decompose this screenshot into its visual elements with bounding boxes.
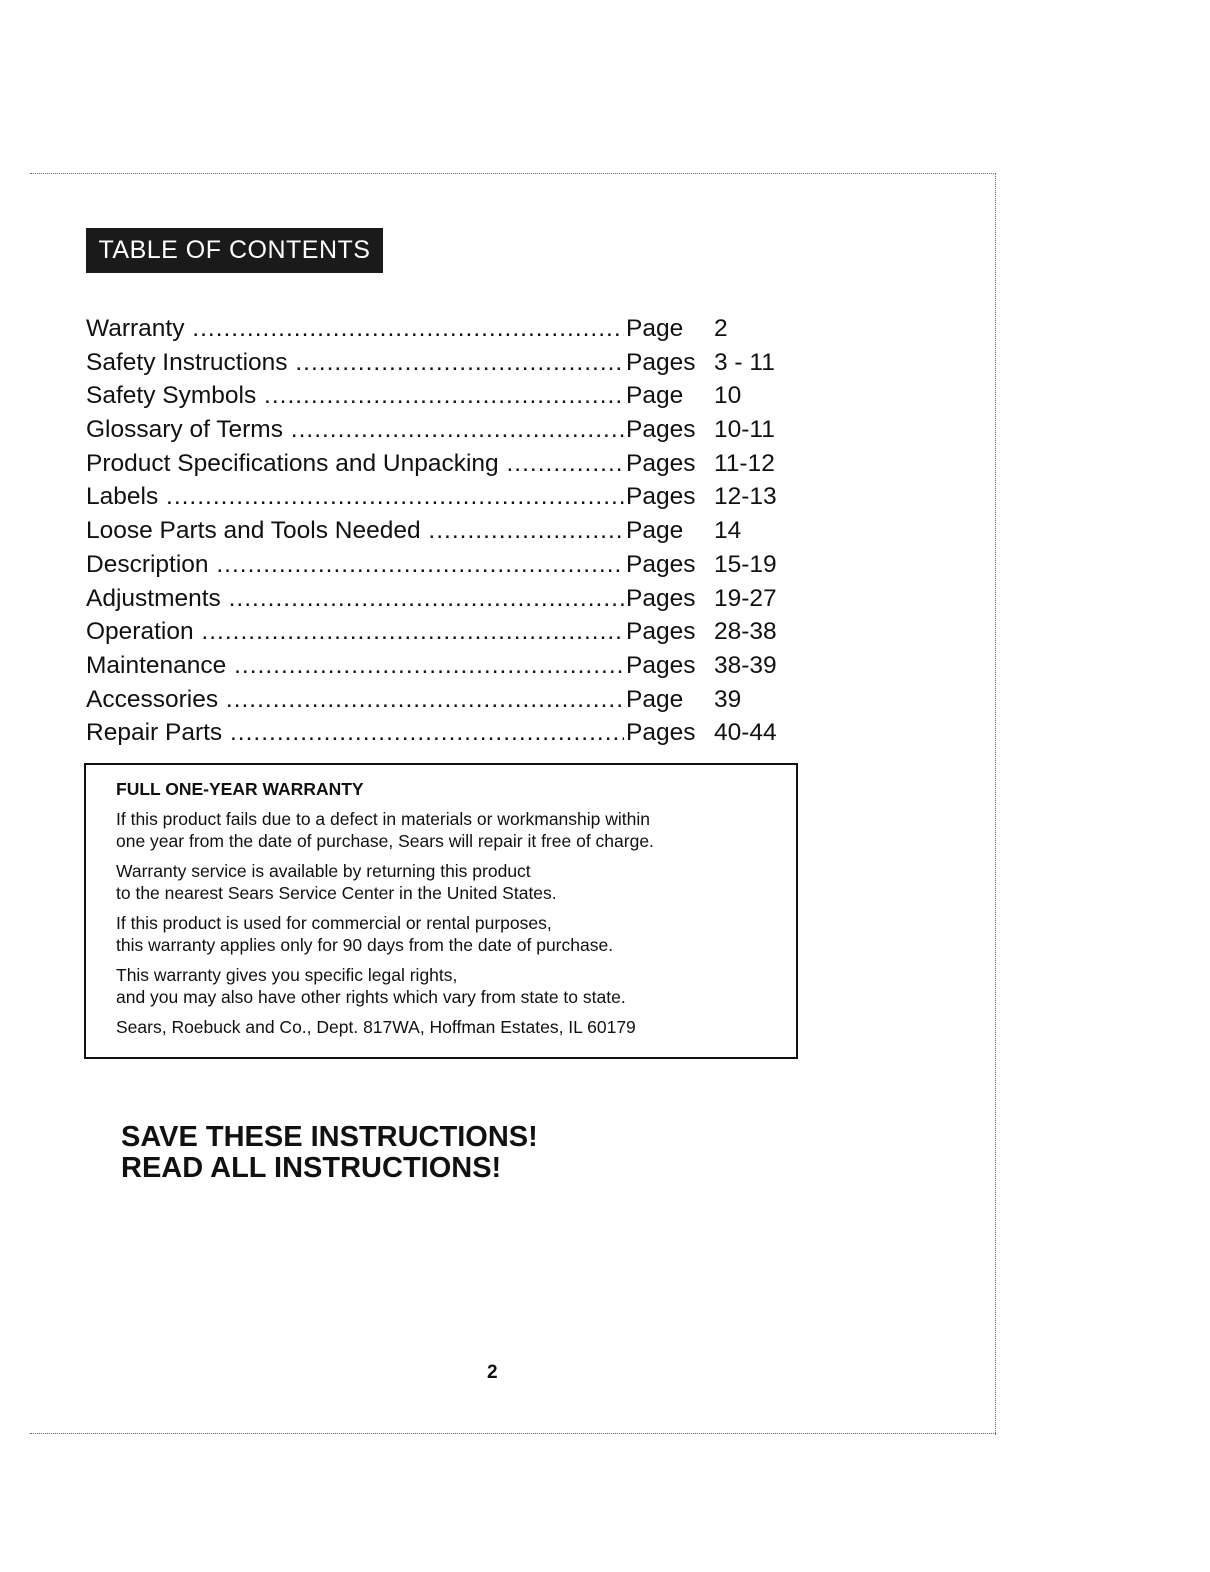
toc-entry-title: Operation ..... xyxy=(86,615,624,649)
toc-entry-pages: 28-38 xyxy=(714,618,777,646)
page-number: 2 xyxy=(487,1362,498,1383)
warranty-paragraph xyxy=(116,808,766,852)
warranty-line: If this product fails due to a defect in materials or workmanship within xyxy=(116,809,650,829)
toc-entry-page-label: Page xyxy=(626,382,684,410)
notice-line: SAVE THESE INSTRUCTIONS! xyxy=(121,1121,538,1153)
warranty-paragraph xyxy=(116,964,766,1008)
toc-entry-title: Adjustments ..... xyxy=(86,582,624,616)
toc-entry-title: Glossary of Terms ..... xyxy=(86,413,624,447)
toc-entry xyxy=(86,447,806,481)
toc-entry-page-label: Pages xyxy=(626,449,696,477)
toc-entry xyxy=(86,346,806,380)
toc-entry-pages: 12-13 xyxy=(714,483,777,511)
toc-entry xyxy=(86,649,806,683)
warranty-paragraph xyxy=(116,860,766,904)
toc-entry xyxy=(86,548,806,582)
toc-entry-title: Accessories ..... xyxy=(86,683,624,717)
toc-entry-title: Labels ..... xyxy=(86,480,624,514)
toc-entry-title: Warranty ..... xyxy=(86,312,624,346)
toc-entry-pages: 19-27 xyxy=(714,584,777,612)
toc-entry-pages: 2 xyxy=(714,315,728,342)
toc-entry xyxy=(86,582,806,616)
toc-entry-page-label: Pages xyxy=(626,483,696,511)
toc-entry-title: Repair Parts ..... xyxy=(86,716,624,750)
toc-list xyxy=(86,312,806,750)
toc-entry xyxy=(86,683,806,717)
toc-entry-page-label: Pages xyxy=(626,348,696,376)
toc-entry-page-label: Pages xyxy=(626,719,696,747)
warranty-line: one year from the date of purchase, Sears will repair it free of charge. xyxy=(116,831,654,851)
toc-entry-title: Maintenance ..... xyxy=(86,649,624,683)
toc-entry xyxy=(86,716,806,750)
warranty-paragraph xyxy=(116,912,766,956)
toc-entry-pages: 38-39 xyxy=(714,651,777,679)
toc-entry-pages: 10-11 xyxy=(714,416,775,444)
toc-entry-pages: 15-19 xyxy=(714,550,777,578)
toc-entry-pages: 40-44 xyxy=(714,719,777,747)
toc-entry xyxy=(86,312,806,346)
toc-entry-page-label: Pages xyxy=(626,584,696,612)
warranty-line: If this product is used for commercial or rental purposes, xyxy=(116,913,552,933)
warranty-line: to the nearest Sears Service Center in the United States. xyxy=(116,883,557,903)
toc-entry-page-label: Pages xyxy=(626,416,696,444)
bottom-border-rule xyxy=(30,1433,996,1434)
toc-entry-pages: 39 xyxy=(714,685,742,713)
toc-entry-title: Safety Instructions ..... xyxy=(86,346,624,380)
warranty-line: Warranty service is available by returning this product xyxy=(116,861,531,881)
warranty-line: this warranty applies only for 90 days from the date of purchase. xyxy=(116,935,614,955)
toc-entry-page-label: Page xyxy=(626,315,684,342)
toc-entry-pages: 14 xyxy=(714,517,742,545)
toc-entry xyxy=(86,480,806,514)
warranty-line: This warranty gives you specific legal rights, xyxy=(116,965,458,985)
toc-entry-pages: 3 - 11 xyxy=(714,348,775,376)
warranty-box xyxy=(84,763,798,1059)
toc-entry-pages: 11-12 xyxy=(714,449,775,477)
top-border-rule xyxy=(30,173,996,174)
toc-entry-page-label: Pages xyxy=(626,618,696,646)
toc-header: TABLE OF CONTENTS xyxy=(86,228,383,273)
toc-entry-title: Loose Parts and Tools Needed ..... xyxy=(86,514,624,548)
toc-entry-page-label: Pages xyxy=(626,550,696,578)
toc-entry-title: Description ..... xyxy=(86,548,624,582)
toc-entry-title: Product Specifications and Unpacking ..... xyxy=(86,447,624,481)
toc-entry xyxy=(86,413,806,447)
toc-entry-page-label: Page xyxy=(626,517,684,545)
toc-entry xyxy=(86,615,806,649)
warranty-address: Sears, Roebuck and Co., Dept. 817WA, Hoffman Estates, IL 60179 xyxy=(116,1017,636,1037)
notice-line: READ ALL INSTRUCTIONS! xyxy=(121,1152,502,1184)
warranty-title: FULL ONE-YEAR WARRANTY xyxy=(116,779,364,799)
toc-entry-pages: 10 xyxy=(714,382,742,410)
toc-entry-page-label: Page xyxy=(626,685,684,713)
toc-entry-page-label: Pages xyxy=(626,651,696,679)
save-instructions-notice xyxy=(121,1122,538,1184)
right-border-rule xyxy=(995,173,996,1435)
toc-entry-title: Safety Symbols ..... xyxy=(86,379,624,413)
toc-entry xyxy=(86,514,806,548)
warranty-line: and you may also have other rights which vary from state to state. xyxy=(116,987,626,1007)
toc-entry xyxy=(86,379,806,413)
